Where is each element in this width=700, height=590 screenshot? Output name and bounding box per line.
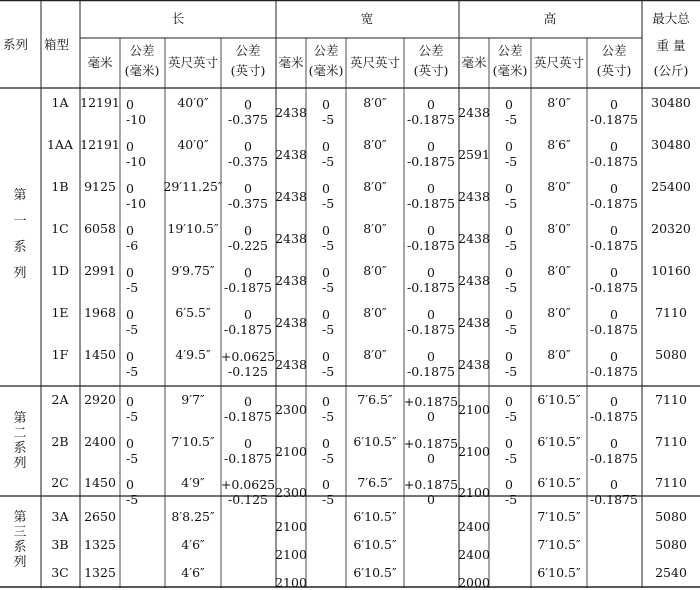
cell-height-tol-in-lower: -0.1875 bbox=[590, 154, 638, 169]
cell-width-tol-in-upper: +0.1875 bbox=[403, 394, 459, 409]
cell-length-tol-mm-upper: 0 bbox=[126, 181, 134, 196]
cell-height-tol-mm-lower: -5 bbox=[505, 492, 518, 507]
cell-length-tol-mm-lower: -5 bbox=[126, 492, 139, 507]
cell-length-ftin: 7′10.5″ bbox=[171, 434, 215, 449]
cell-length-tol-in-upper: 0 bbox=[244, 436, 252, 451]
cell-height-tol-in-lower: -0.1875 bbox=[590, 196, 638, 211]
cell-width-tol-in-lower: -0.1875 bbox=[407, 112, 455, 127]
cell-length-mm: 2400 bbox=[84, 434, 116, 449]
cell-width-ftin: 6′10.5″ bbox=[353, 565, 397, 580]
cell-length-tol-mm-upper: 0 bbox=[126, 436, 134, 451]
header-width: 宽 bbox=[360, 11, 374, 26]
cell-gross-weight: 30480 bbox=[651, 137, 691, 152]
series-label-1: 第 一 系 列 bbox=[13, 188, 27, 281]
cell-length-tol-mm-upper: 0 bbox=[126, 223, 134, 238]
cell-length-tol-in-lower: -0.125 bbox=[227, 492, 269, 507]
cell-length-tol-mm-lower: -6 bbox=[126, 238, 139, 253]
cell-width-mm: 2100 bbox=[275, 547, 307, 562]
cell-width-tol-in-lower: 0 bbox=[427, 451, 435, 466]
cell-height-tol-in-upper: 0 bbox=[610, 477, 618, 492]
cell-length-tol-in-lower: -0.125 bbox=[227, 364, 269, 379]
cell-width-mm: 2438 bbox=[275, 273, 307, 288]
cell-width-tol-in-upper: 0 bbox=[427, 97, 435, 112]
cell-width-mm: 2438 bbox=[275, 231, 307, 246]
row-type: 2A bbox=[51, 392, 69, 407]
cell-height-tol-in-upper: 0 bbox=[610, 436, 618, 451]
cell-height-ftin: 8′0″ bbox=[547, 347, 571, 362]
row-type: 2B bbox=[51, 434, 69, 449]
cell-height-tol-in-lower: -0.1875 bbox=[590, 322, 638, 337]
subheader-length-ftin: 英尺英寸 bbox=[167, 55, 219, 70]
row-type: 1E bbox=[51, 305, 69, 320]
cell-height-tol-in-upper: 0 bbox=[610, 394, 618, 409]
cell-width-tol-mm-lower: -5 bbox=[322, 112, 335, 127]
cell-length-tol-in-upper: +0.0625 bbox=[220, 477, 276, 492]
cell-length-mm: 1968 bbox=[84, 305, 116, 320]
cell-length-mm: 2920 bbox=[84, 392, 116, 407]
subheader-width-tol-mm: (毫米) bbox=[308, 63, 344, 78]
cell-width-tol-in-lower: -0.1875 bbox=[407, 364, 455, 379]
cell-length-tol-in-lower: -0.375 bbox=[227, 154, 269, 169]
cell-height-mm: 2438 bbox=[458, 357, 490, 372]
cell-length-ftin: 29′11.25″ bbox=[163, 179, 223, 194]
cell-length-mm: 1325 bbox=[84, 565, 116, 580]
cell-height-mm: 2100 bbox=[458, 485, 490, 500]
header-length: 长 bbox=[171, 11, 185, 26]
row-type: 2C bbox=[51, 475, 69, 490]
cell-length-tol-in-lower: -0.1875 bbox=[224, 409, 272, 424]
subheader-height-tol-in: (英寸) bbox=[596, 63, 632, 78]
cell-length-tol-in-lower: -0.375 bbox=[227, 112, 269, 127]
cell-width-tol-mm-upper: 0 bbox=[322, 349, 330, 364]
cell-length-tol-in-upper: 0 bbox=[244, 97, 252, 112]
cell-length-ftin: 4′9.5″ bbox=[175, 347, 211, 362]
cell-width-tol-mm-lower: -5 bbox=[322, 280, 335, 295]
cell-height-mm: 2438 bbox=[458, 189, 490, 204]
cell-height-mm: 2438 bbox=[458, 231, 490, 246]
cell-width-tol-in-lower: -0.1875 bbox=[407, 238, 455, 253]
cell-length-tol-mm-lower: -10 bbox=[126, 196, 147, 211]
cell-gross-weight: 7110 bbox=[655, 305, 687, 320]
cell-width-mm: 2438 bbox=[275, 147, 307, 162]
row-type: 1C bbox=[51, 221, 69, 236]
cell-length-tol-mm-upper: 0 bbox=[126, 477, 134, 492]
subheader-height-mm: 毫米 bbox=[461, 55, 487, 70]
cell-length-mm: 9125 bbox=[84, 179, 116, 194]
cell-length-tol-mm-upper: 0 bbox=[126, 265, 134, 280]
subheader-width-tol: 公差 bbox=[313, 43, 339, 58]
cell-height-tol-mm-lower: -5 bbox=[505, 322, 518, 337]
cell-width-tol-mm-upper: 0 bbox=[322, 181, 330, 196]
cell-width-tol-mm-lower: -5 bbox=[322, 409, 335, 424]
series-label-3: 第 三 系 列 bbox=[13, 510, 27, 570]
subheader-height-ftin: 英尺英寸 bbox=[533, 55, 585, 70]
cell-height-tol-mm-lower: -5 bbox=[505, 280, 518, 295]
cell-length-ftin: 19′10.5″ bbox=[167, 221, 219, 236]
cell-height-tol-in-upper: 0 bbox=[610, 139, 618, 154]
cell-gross-weight: 7110 bbox=[655, 434, 687, 449]
cell-height-tol-in-upper: 0 bbox=[610, 181, 618, 196]
cell-height-tol-mm-lower: -5 bbox=[505, 112, 518, 127]
cell-height-tol-mm-lower: -5 bbox=[505, 154, 518, 169]
cell-length-mm: 12191 bbox=[80, 95, 120, 110]
cell-length-tol-mm-lower: -10 bbox=[126, 112, 147, 127]
subheader-length-mm: 毫米 bbox=[87, 55, 113, 70]
cell-height-ftin: 6′10.5″ bbox=[537, 392, 581, 407]
row-type: 3C bbox=[51, 565, 69, 580]
subheader-width-mm: 毫米 bbox=[278, 55, 304, 70]
cell-height-tol-mm-lower: -5 bbox=[505, 196, 518, 211]
cell-length-tol-mm-upper: 0 bbox=[126, 349, 134, 364]
cell-height-ftin: 8′6″ bbox=[547, 137, 571, 152]
cell-height-ftin: 8′0″ bbox=[547, 305, 571, 320]
cell-length-tol-in-upper: 0 bbox=[244, 265, 252, 280]
cell-length-ftin: 9′7″ bbox=[181, 392, 205, 407]
cell-width-tol-mm-lower: -5 bbox=[322, 364, 335, 379]
cell-height-ftin: 8′0″ bbox=[547, 221, 571, 236]
cell-length-tol-in-upper: +0.0625 bbox=[220, 349, 276, 364]
cell-height-tol-mm-lower: -5 bbox=[505, 364, 518, 379]
cell-gross-weight: 7110 bbox=[655, 392, 687, 407]
cell-width-ftin: 6′10.5″ bbox=[353, 509, 397, 524]
cell-height-ftin: 8′0″ bbox=[547, 179, 571, 194]
cell-height-tol-mm-upper: 0 bbox=[505, 349, 513, 364]
cell-length-mm: 1450 bbox=[84, 347, 116, 362]
cell-width-tol-mm-upper: 0 bbox=[322, 307, 330, 322]
cell-height-tol-mm-upper: 0 bbox=[505, 307, 513, 322]
row-type: 3A bbox=[51, 509, 69, 524]
cell-length-tol-mm-upper: 0 bbox=[126, 307, 134, 322]
subheader-length-tol-mm: (毫米) bbox=[124, 63, 160, 78]
cell-width-tol-mm-lower: -5 bbox=[322, 322, 335, 337]
cell-length-mm: 1325 bbox=[84, 537, 116, 552]
row-type: 1A bbox=[51, 95, 69, 110]
cell-length-ftin: 4′6″ bbox=[181, 565, 205, 580]
cell-height-tol-mm-lower: -5 bbox=[505, 451, 518, 466]
row-type: 1D bbox=[51, 263, 69, 278]
cell-length-tol-in-lower: -0.225 bbox=[227, 238, 269, 253]
cell-height-ftin: 6′10.5″ bbox=[537, 475, 581, 490]
cell-gross-weight: 5080 bbox=[655, 509, 687, 524]
cell-height-tol-in-upper: 0 bbox=[610, 223, 618, 238]
cell-length-tol-in-upper: 0 bbox=[244, 223, 252, 238]
cell-width-tol-mm-upper: 0 bbox=[322, 436, 330, 451]
cell-height-tol-mm-upper: 0 bbox=[505, 436, 513, 451]
cell-length-tol-mm-lower: -5 bbox=[126, 451, 139, 466]
subheader-length-tol2: 公差 bbox=[235, 43, 261, 58]
cell-width-tol-mm-lower: -5 bbox=[322, 154, 335, 169]
cell-width-ftin: 7′6.5″ bbox=[357, 475, 393, 490]
cell-height-tol-mm-upper: 0 bbox=[505, 139, 513, 154]
header-type: 箱型 bbox=[44, 37, 70, 52]
cell-width-tol-mm-upper: 0 bbox=[322, 223, 330, 238]
cell-width-tol-in-upper: 0 bbox=[427, 181, 435, 196]
cell-width-tol-in-lower: -0.1875 bbox=[407, 322, 455, 337]
cell-height-tol-mm-upper: 0 bbox=[505, 181, 513, 196]
cell-height-mm: 2591 bbox=[458, 147, 490, 162]
cell-height-mm: 2438 bbox=[458, 315, 490, 330]
cell-height-tol-in-lower: -0.1875 bbox=[590, 451, 638, 466]
cell-height-mm: 2438 bbox=[458, 105, 490, 120]
cell-height-ftin: 7′10.5″ bbox=[537, 509, 581, 524]
header-gross-2: 重 量 bbox=[656, 38, 686, 53]
cell-length-tol-mm-lower: -10 bbox=[126, 154, 147, 169]
cell-length-tol-in-lower: -0.1875 bbox=[224, 451, 272, 466]
cell-width-tol-in-upper: 0 bbox=[427, 349, 435, 364]
cell-height-tol-mm-upper: 0 bbox=[505, 394, 513, 409]
cell-width-tol-mm-upper: 0 bbox=[322, 477, 330, 492]
cell-gross-weight: 30480 bbox=[651, 95, 691, 110]
cell-width-tol-in-upper: 0 bbox=[427, 307, 435, 322]
cell-length-ftin: 6′5.5″ bbox=[175, 305, 211, 320]
subheader-height-tol2: 公差 bbox=[601, 43, 627, 58]
cell-width-mm: 2300 bbox=[275, 402, 307, 417]
cell-length-ftin: 40′0″ bbox=[177, 137, 209, 152]
cell-length-tol-mm-upper: 0 bbox=[126, 139, 134, 154]
cell-height-tol-in-upper: 0 bbox=[610, 307, 618, 322]
cell-height-tol-mm-lower: -5 bbox=[505, 238, 518, 253]
cell-length-tol-mm-upper: 0 bbox=[126, 97, 134, 112]
cell-height-tol-mm-upper: 0 bbox=[505, 265, 513, 280]
cell-height-mm: 2400 bbox=[458, 547, 490, 562]
cell-width-tol-mm-lower: -5 bbox=[322, 492, 335, 507]
cell-width-mm: 2100 bbox=[275, 575, 307, 590]
cell-length-tol-mm-lower: -5 bbox=[126, 364, 139, 379]
cell-width-tol-mm-upper: 0 bbox=[322, 97, 330, 112]
cell-width-mm: 2100 bbox=[275, 444, 307, 459]
cell-width-tol-mm-lower: -5 bbox=[322, 451, 335, 466]
cell-width-mm: 2438 bbox=[275, 105, 307, 120]
cell-height-ftin: 7′10.5″ bbox=[537, 537, 581, 552]
cell-height-tol-mm-upper: 0 bbox=[505, 477, 513, 492]
cell-height-tol-mm-upper: 0 bbox=[505, 223, 513, 238]
cell-length-ftin: 4′9″ bbox=[181, 475, 205, 490]
cell-height-ftin: 8′0″ bbox=[547, 263, 571, 278]
cell-gross-weight: 5080 bbox=[655, 347, 687, 362]
cell-width-tol-in-upper: +0.1875 bbox=[403, 436, 459, 451]
cell-height-tol-in-upper: 0 bbox=[610, 349, 618, 364]
cell-width-tol-in-lower: -0.1875 bbox=[407, 280, 455, 295]
cell-height-mm: 2100 bbox=[458, 444, 490, 459]
cell-gross-weight: 2540 bbox=[655, 565, 687, 580]
cell-width-ftin: 8′0″ bbox=[363, 95, 387, 110]
cell-length-mm: 12191 bbox=[80, 137, 120, 152]
cell-length-mm: 2650 bbox=[84, 509, 116, 524]
cell-width-ftin: 8′0″ bbox=[363, 347, 387, 362]
header-height: 高 bbox=[543, 11, 557, 26]
cell-width-ftin: 6′10.5″ bbox=[353, 434, 397, 449]
cell-width-tol-in-upper: +0.1875 bbox=[403, 477, 459, 492]
cell-width-tol-mm-lower: -5 bbox=[322, 238, 335, 253]
cell-height-ftin: 6′10.5″ bbox=[537, 434, 581, 449]
header-gross-3: (公斤) bbox=[653, 63, 689, 78]
subheader-width-tol2: 公差 bbox=[418, 43, 444, 58]
cell-gross-weight: 5080 bbox=[655, 537, 687, 552]
cell-gross-weight: 7110 bbox=[655, 475, 687, 490]
cell-length-tol-in-lower: -0.1875 bbox=[224, 280, 272, 295]
cell-length-tol-mm-lower: -5 bbox=[126, 322, 139, 337]
cell-length-ftin: 8′8.25″ bbox=[171, 509, 215, 524]
cell-height-tol-in-lower: -0.1875 bbox=[590, 364, 638, 379]
subheader-length-tol-in: (英寸) bbox=[230, 63, 266, 78]
cell-width-mm: 2100 bbox=[275, 519, 307, 534]
cell-height-tol-in-lower: -0.1875 bbox=[590, 112, 638, 127]
cell-width-mm: 2438 bbox=[275, 189, 307, 204]
cell-length-tol-in-lower: -0.375 bbox=[227, 196, 269, 211]
cell-height-tol-in-lower: -0.1875 bbox=[590, 280, 638, 295]
header-series: 系列 bbox=[3, 37, 29, 52]
cell-length-tol-mm-lower: -5 bbox=[126, 409, 139, 424]
cell-width-tol-in-lower: 0 bbox=[427, 492, 435, 507]
cell-length-tol-in-upper: 0 bbox=[244, 394, 252, 409]
cell-length-tol-in-lower: -0.1875 bbox=[224, 322, 272, 337]
cell-height-mm: 2000 bbox=[458, 575, 490, 590]
cell-height-ftin: 6′10.5″ bbox=[537, 565, 581, 580]
cell-length-tol-in-upper: 0 bbox=[244, 181, 252, 196]
cell-height-tol-mm-upper: 0 bbox=[505, 97, 513, 112]
cell-width-ftin: 7′6.5″ bbox=[357, 392, 393, 407]
cell-height-tol-mm-lower: -5 bbox=[505, 409, 518, 424]
cell-height-mm: 2438 bbox=[458, 273, 490, 288]
cell-height-mm: 2400 bbox=[458, 519, 490, 534]
row-type: 1F bbox=[51, 347, 69, 362]
cell-height-tol-in-lower: -0.1875 bbox=[590, 409, 638, 424]
cell-width-tol-in-upper: 0 bbox=[427, 265, 435, 280]
cell-length-ftin: 40′0″ bbox=[177, 95, 209, 110]
cell-width-tol-mm-upper: 0 bbox=[322, 394, 330, 409]
cell-height-mm: 2100 bbox=[458, 402, 490, 417]
cell-width-tol-in-upper: 0 bbox=[427, 139, 435, 154]
cell-width-tol-in-lower: 0 bbox=[427, 409, 435, 424]
cell-width-ftin: 8′0″ bbox=[363, 137, 387, 152]
cell-height-tol-in-upper: 0 bbox=[610, 265, 618, 280]
cell-width-mm: 2438 bbox=[275, 357, 307, 372]
subheader-width-tol-in: (英寸) bbox=[413, 63, 449, 78]
cell-gross-weight: 10160 bbox=[651, 263, 691, 278]
cell-length-ftin: 9′9.75″ bbox=[171, 263, 215, 278]
row-type: 1AA bbox=[46, 137, 74, 152]
cell-gross-weight: 20320 bbox=[651, 221, 691, 236]
cell-width-tol-in-lower: -0.1875 bbox=[407, 154, 455, 169]
cell-width-tol-mm-lower: -5 bbox=[322, 196, 335, 211]
subheader-height-tol-mm: (毫米) bbox=[492, 63, 528, 78]
cell-height-ftin: 8′0″ bbox=[547, 95, 571, 110]
cell-length-tol-in-upper: 0 bbox=[244, 139, 252, 154]
cell-height-tol-in-lower: -0.1875 bbox=[590, 238, 638, 253]
cell-width-tol-mm-upper: 0 bbox=[322, 265, 330, 280]
subheader-height-tol: 公差 bbox=[497, 43, 523, 58]
cell-length-tol-in-upper: 0 bbox=[244, 307, 252, 322]
cell-length-ftin: 4′6″ bbox=[181, 537, 205, 552]
cell-gross-weight: 25400 bbox=[651, 179, 691, 194]
cell-width-mm: 2438 bbox=[275, 315, 307, 330]
cell-length-tol-mm-upper: 0 bbox=[126, 394, 134, 409]
cell-width-mm: 2300 bbox=[275, 485, 307, 500]
cell-width-ftin: 8′0″ bbox=[363, 305, 387, 320]
cell-width-tol-in-upper: 0 bbox=[427, 223, 435, 238]
cell-width-tol-in-lower: -0.1875 bbox=[407, 196, 455, 211]
cell-width-ftin: 8′0″ bbox=[363, 179, 387, 194]
cell-length-tol-mm-lower: -5 bbox=[126, 280, 139, 295]
row-type: 1B bbox=[51, 179, 69, 194]
subheader-length-tol: 公差 bbox=[129, 43, 155, 58]
cell-width-ftin: 8′0″ bbox=[363, 221, 387, 236]
cell-length-mm: 1450 bbox=[84, 475, 116, 490]
cell-length-mm: 2991 bbox=[84, 263, 116, 278]
row-type: 3B bbox=[51, 537, 69, 552]
subheader-width-ftin: 英尺英寸 bbox=[349, 55, 401, 70]
header-gross-1: 最大总 bbox=[652, 11, 690, 26]
cell-height-tol-in-lower: -0.1875 bbox=[590, 492, 638, 507]
cell-length-mm: 6058 bbox=[84, 221, 116, 236]
series-label-2: 第 二 系 列 bbox=[13, 411, 27, 471]
cell-width-tol-mm-upper: 0 bbox=[322, 139, 330, 154]
cell-height-tol-in-upper: 0 bbox=[610, 97, 618, 112]
cell-width-ftin: 8′0″ bbox=[363, 263, 387, 278]
cell-width-ftin: 6′10.5″ bbox=[353, 537, 397, 552]
